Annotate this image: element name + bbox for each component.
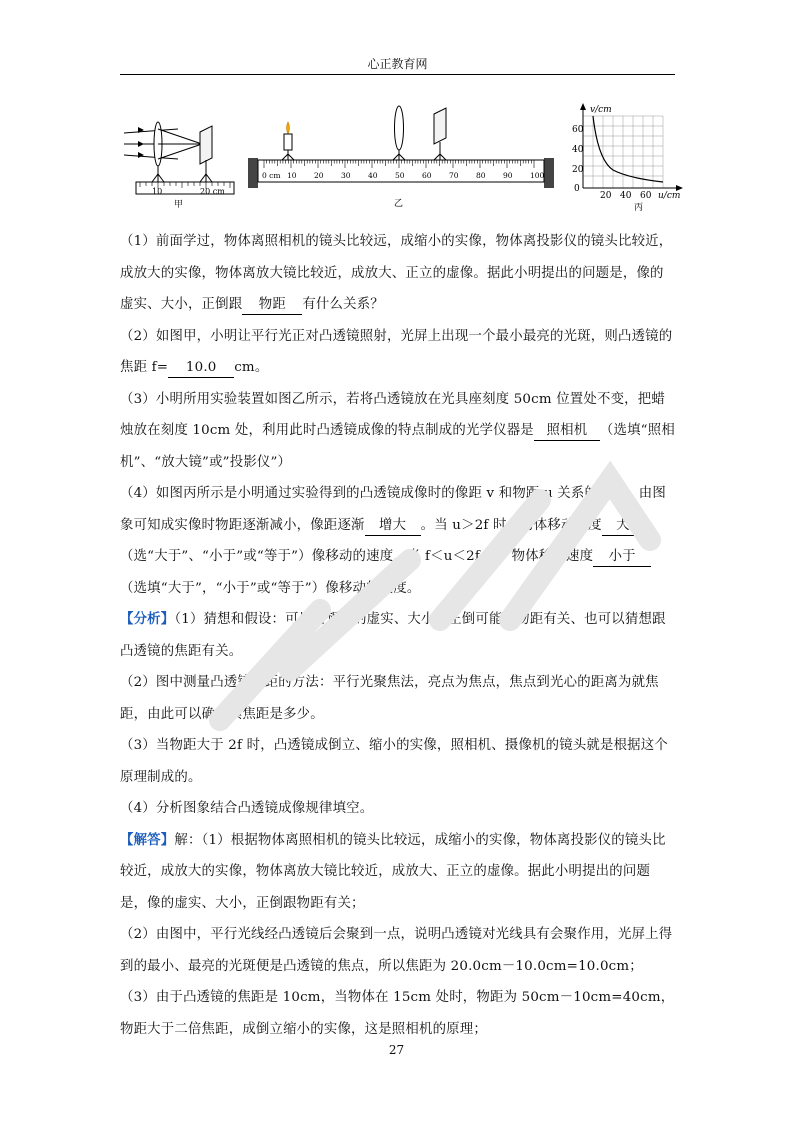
analysis-4: （4）分析图象结合凸透镜成像规律填空。 (120, 801, 374, 816)
q2-text: （2）如图甲，小明让平行光正对凸透镜照射，光屏上出现一个最小最亮的光斑，则凸透镜的焦距 f= (120, 328, 673, 375)
yi-tick-label: 10 (287, 171, 297, 180)
solution-2: （2）由图中，平行光线经凸透镜后会聚到一点，说明凸透镜对光线具有会聚作用，光屏上得到的最小、最亮的光斑便是凸透镜的焦点，所以焦距为 20.0cm－10.0cm=10.0cm； (120, 927, 673, 974)
bing-y-tick: 60 (572, 125, 584, 135)
bing-x-tick: 20 (600, 191, 612, 201)
bing-x-tick: 40 (620, 191, 632, 201)
analysis-1 (120, 604, 676, 667)
solution-tag: 【解答】 (120, 831, 175, 848)
question-2 (120, 321, 676, 384)
bing-label: 丙 (634, 203, 644, 213)
q4-answer-2: 大于 (602, 517, 658, 536)
solution-text-1: 解：（1）根据物体离照相机的镜头比较远，成缩小的实像，物体离投影仪的镜头比较近，成放大的实像，物体离放大镜比较近，成放大、正立的虚像。据此小明提出的问题是，像的虚实、大小，正倒跟物距有关； (120, 832, 666, 911)
convex-lens (395, 106, 404, 150)
bing-x-tick: 60 (640, 191, 652, 201)
figure-yi (248, 106, 554, 209)
bing-x-axis-label: u/cm (658, 191, 681, 201)
yi-tick-label: 90 (503, 171, 513, 180)
yi-tick-label: 70 (449, 171, 459, 180)
q3-text-end: （选填“照相机”、“放大镜”或”投影仪”） (120, 423, 675, 470)
header-rule (120, 74, 675, 75)
q4-answer-3: 小于 (593, 548, 651, 567)
bing-y-tick: 0 (574, 184, 580, 194)
q4-answer-1: 增大 (365, 517, 421, 536)
yi-tick-label: 30 (341, 171, 351, 180)
light-screen (434, 108, 446, 144)
page-header-title: 心正教育网 (367, 57, 428, 71)
q3-answer: 照相机 (534, 422, 600, 441)
jia-label: 甲 (174, 200, 184, 210)
q1-text: （1）前面学过，物体离照相机的镜头比较远，成缩小的实像，物体离投影仪的镜头比较近，成放大的实像，物体离放大镜比较近，成放大、正立的虚像。据此小明提出的问题是，像的虚实、大小，正倒跟 (120, 234, 673, 312)
yi-tick-label: 20 (314, 171, 324, 180)
q2-answer: 10.0 (168, 359, 234, 378)
solution-3: （3）由于凸透镜的焦距是 10cm，当物体在 15cm 处时，物距为 50cm－10cm=40cm，物距大于二倍焦距，成倒立缩小的实像，这是照相机的原理； (120, 990, 675, 1037)
page-number: 27 (388, 1043, 405, 1057)
q1-text-end: 有什么关系？ (302, 297, 384, 312)
solution-1 (120, 825, 676, 920)
figure-bing (572, 103, 683, 213)
yi-label: 乙 (394, 199, 404, 209)
figure-jia (124, 122, 234, 210)
figures-row (118, 98, 688, 216)
analysis-text-1: （1）猜想和假设：可以猜想像的虚实、大小，正倒可能与物距有关、也可以猜想跟凸透镜的焦距有关。 (120, 612, 666, 659)
document-body (120, 226, 676, 1045)
q3-text: （3）小明所用实验装置如图乙所示，若将凸透镜放在光具座刻度 50cm 位置处不变，把蜡烛放在刻度 10cm 处，利用此时凸透镜成像的特点制成的光学仪器是 (120, 391, 665, 438)
analysis-2: （2）图中测量凸透镜焦距的方法：平行光聚焦法，亮点为焦点，焦点到光心的距离为就焦距，由此可以确定其焦距是多少。 (120, 675, 659, 722)
yi-tick-label: 0 cm (262, 171, 281, 180)
analysis-3: （3）当物距大于 2f 时，凸透镜成倒立、缩小的实像，照相机、摄像机的镜头就是根据这个原理制成的。 (120, 738, 668, 785)
bing-y-tick: 40 (572, 145, 584, 155)
jia-tick-10: 10 (152, 187, 163, 196)
candle-flame (287, 122, 290, 134)
yi-tick-label: 100 (530, 171, 545, 180)
analysis-tag: 【分析】 (120, 611, 175, 627)
q2-text-end: cm。 (234, 360, 269, 375)
yi-tick-label: 50 (395, 171, 405, 180)
yi-tick-label: 80 (476, 171, 486, 180)
jia-tick-20cm: 20 cm (200, 187, 225, 196)
yi-tick-label: 60 (422, 171, 432, 180)
q4-text-1: （4）如图丙所示是小明通过实验得到的凸透镜成像时的像距 v 和物距 u 关系的图象，由图象可知成实像时物距逐渐减小，像距逐渐 (120, 486, 666, 533)
q1-answer: 物距 (242, 296, 302, 315)
question-1 (120, 226, 676, 321)
q4-text-3: （选“大于”、“小于”或“等于”）像移动的速度，当 f＜u＜2f 时，物体移动速度 (120, 549, 594, 564)
q4-text-4: （选填“大于”，“小于”或“等于”）像移动的速度。 (120, 580, 421, 596)
q4-text-2: 。当 u＞2f 时，物体移动速度 (420, 517, 602, 533)
yi-tick-label: 40 (368, 171, 378, 180)
question-4 (120, 478, 676, 604)
bing-y-axis-label: v/cm (590, 105, 612, 115)
question-3 (120, 384, 676, 479)
bing-y-tick: 20 (572, 165, 584, 175)
